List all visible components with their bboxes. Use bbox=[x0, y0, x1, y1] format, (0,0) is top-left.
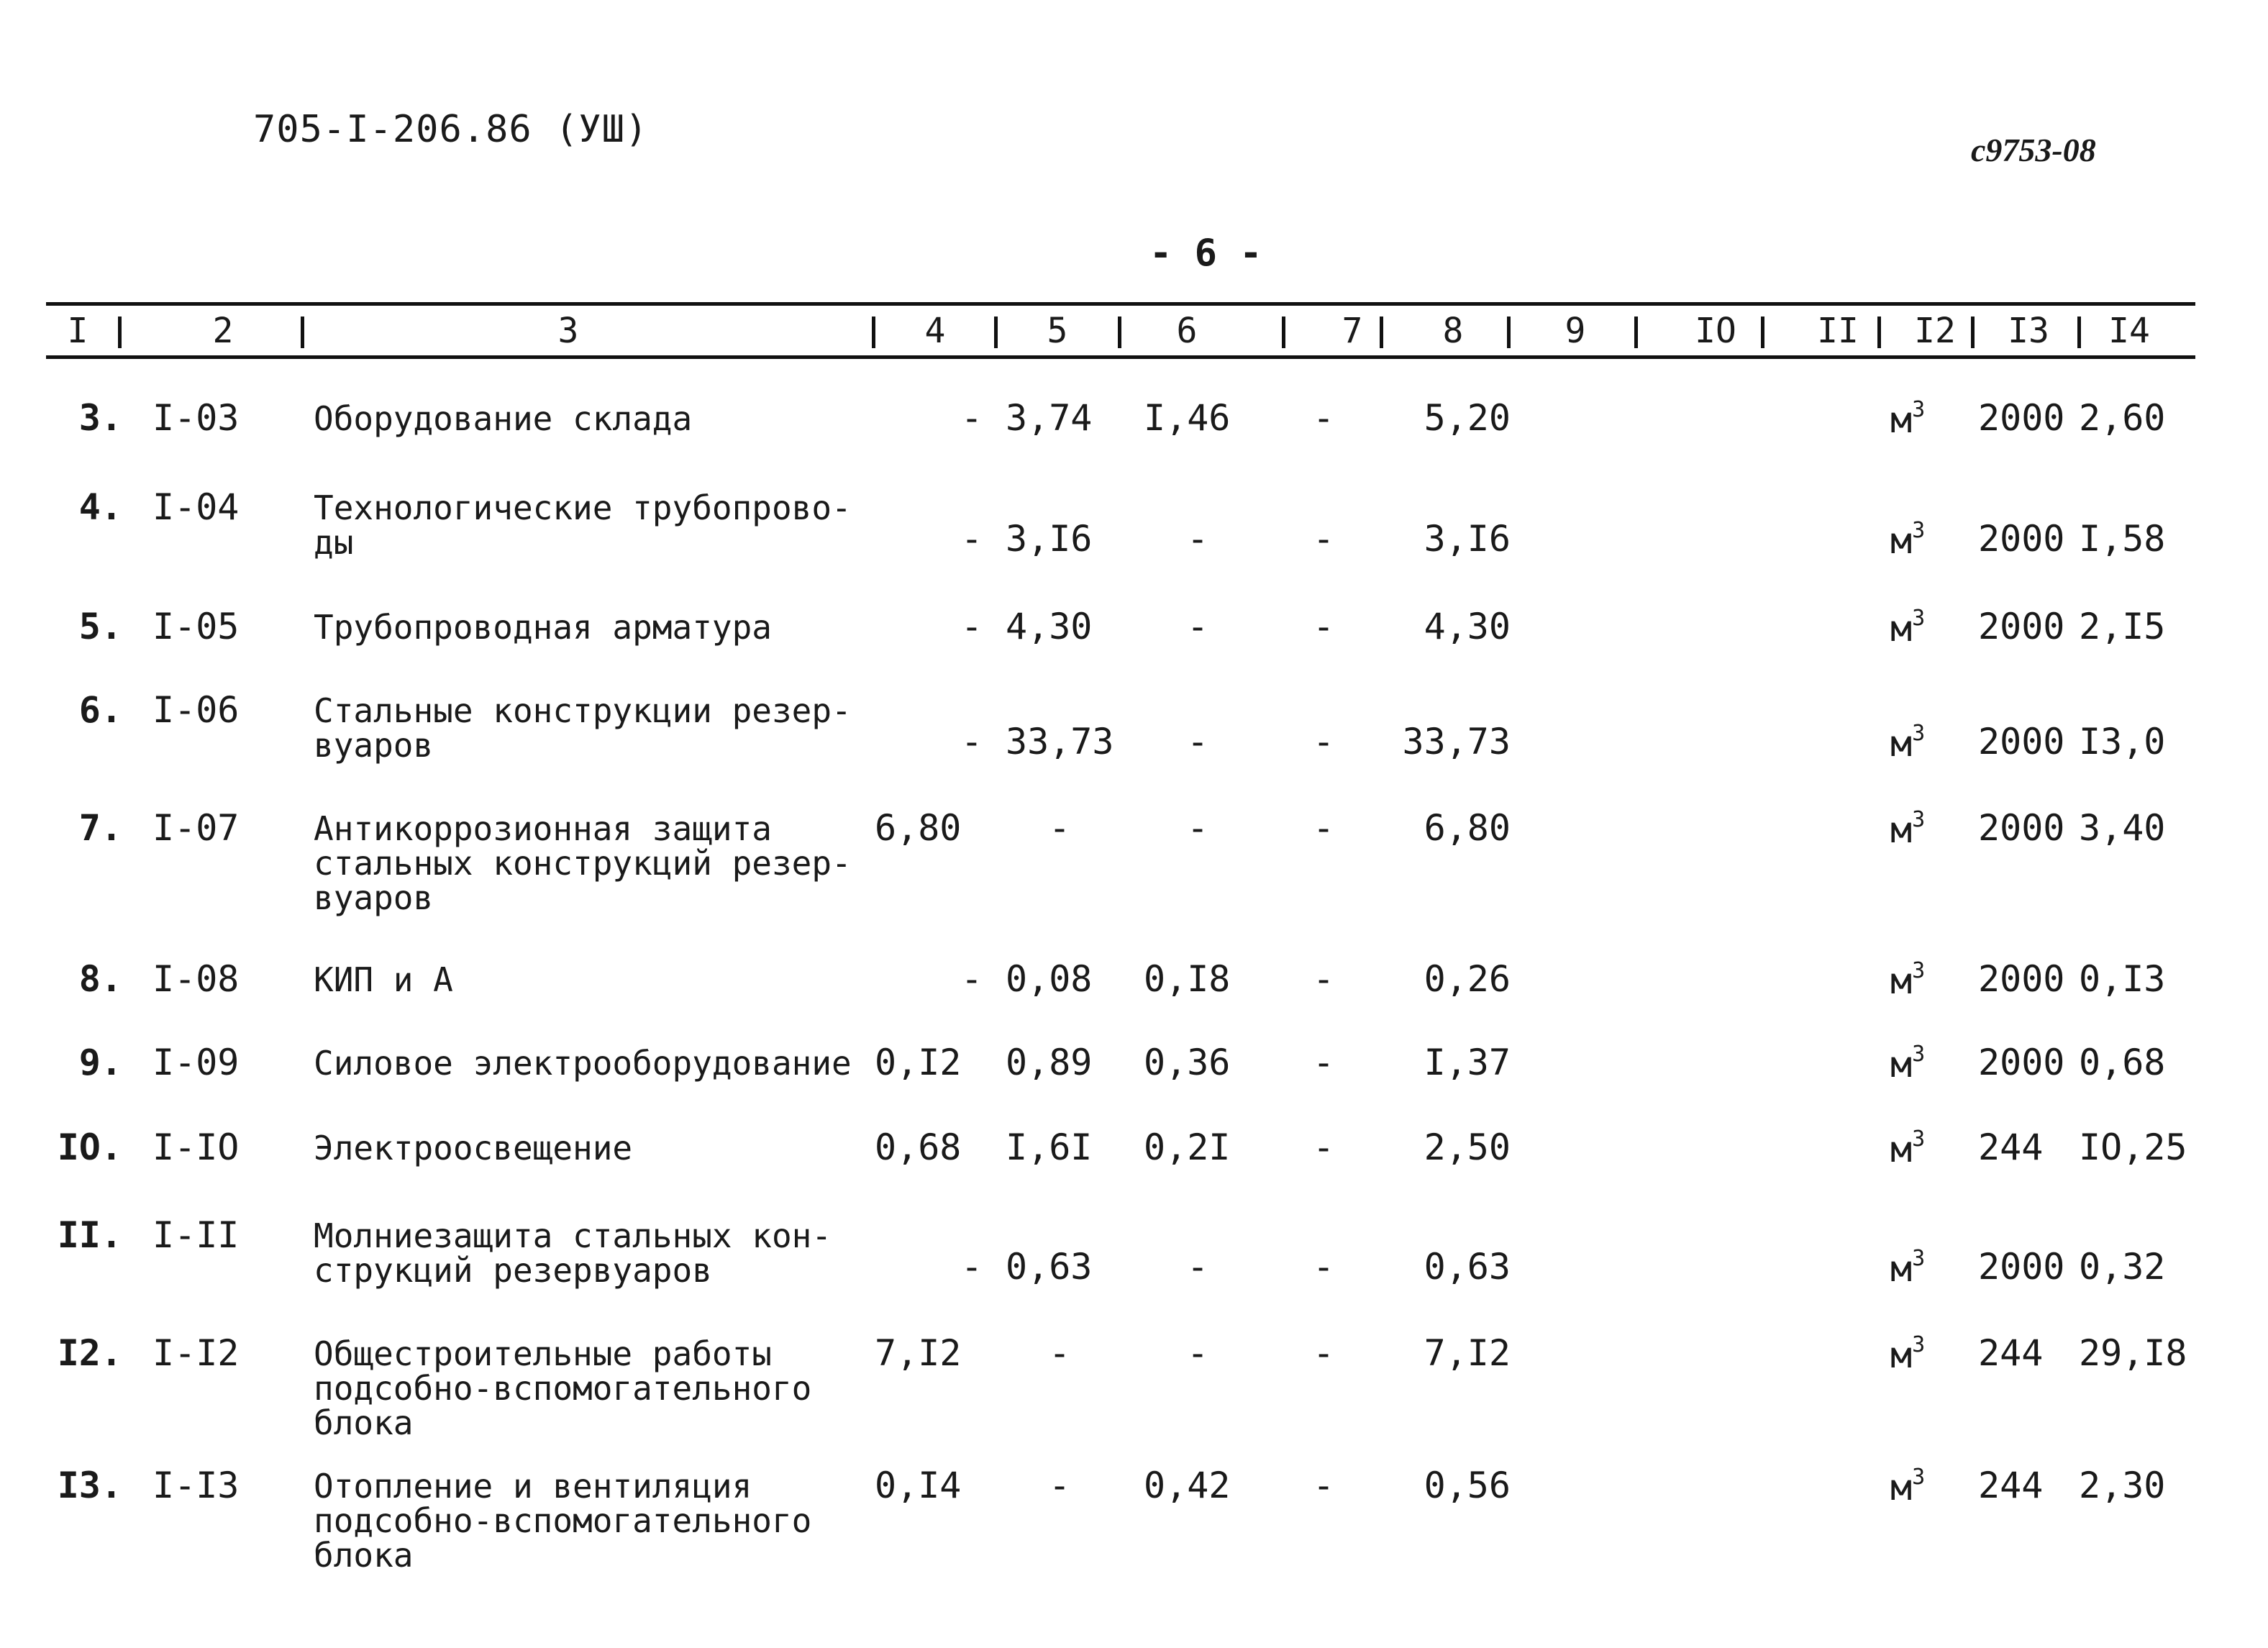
value-col-6: - bbox=[1186, 1246, 1209, 1288]
value-col-4: - bbox=[960, 518, 983, 560]
column-separator bbox=[301, 317, 304, 348]
value-col-13: 2000 bbox=[1978, 518, 2065, 560]
unit-cubic-meter: $м^3$ bbox=[1890, 1332, 1926, 1376]
value-col-5: I,6I bbox=[1006, 1126, 1093, 1168]
value-col-13: 2000 bbox=[1978, 958, 2065, 1000]
row-code: I-II bbox=[152, 1214, 240, 1256]
unit-superscript: 3 bbox=[1912, 1332, 1926, 1357]
column-separator bbox=[994, 317, 998, 348]
value-col-13: 2000 bbox=[1978, 397, 2065, 439]
row-description: Антикоррозионная защита bbox=[314, 809, 772, 848]
row-code: I-07 bbox=[152, 807, 240, 849]
value-col-8: 4,30 bbox=[1424, 606, 1511, 647]
column-separator bbox=[1971, 317, 1975, 348]
value-col-4: - bbox=[960, 606, 983, 647]
row-description: вуаров bbox=[314, 878, 434, 917]
value-col-14: 2,I5 bbox=[2079, 606, 2166, 647]
unit-cubic-meter: $м^3$ bbox=[1890, 958, 1926, 1002]
unit-cubic-meter: $м^3$ bbox=[1890, 1042, 1926, 1085]
column-header-12: I2 bbox=[1914, 311, 1956, 351]
column-separator bbox=[1634, 317, 1638, 348]
column-header-9: 9 bbox=[1565, 311, 1586, 351]
row-number: I3. bbox=[57, 1465, 122, 1506]
value-col-5: 33,73 bbox=[1006, 721, 1114, 762]
value-col-7: - bbox=[1312, 721, 1335, 762]
value-col-6: 0,2I bbox=[1144, 1126, 1231, 1168]
row-number: 8. bbox=[78, 958, 122, 1000]
row-description: КИП и А bbox=[314, 960, 453, 999]
value-col-13: 244 bbox=[1978, 1332, 2044, 1374]
unit-superscript: 3 bbox=[1912, 721, 1926, 746]
column-header-10: IO bbox=[1695, 311, 1736, 351]
value-col-6: 0,I8 bbox=[1144, 958, 1231, 1000]
value-col-8: 5,20 bbox=[1424, 397, 1511, 439]
value-col-8: 0,63 bbox=[1424, 1246, 1511, 1288]
value-col-7: - bbox=[1312, 807, 1335, 849]
value-col-13: 244 bbox=[1978, 1465, 2044, 1506]
value-col-14: 2,30 bbox=[2079, 1465, 2166, 1506]
value-col-4: 6,80 bbox=[875, 807, 962, 849]
unit-cubic-meter: $м^3$ bbox=[1890, 518, 1926, 562]
row-description: стальных конструкций резер- bbox=[314, 844, 852, 883]
unit-cubic-meter: $м^3$ bbox=[1890, 1246, 1926, 1290]
row-description: подсобно-вспомогательного bbox=[314, 1369, 812, 1408]
value-col-4: 0,I4 bbox=[875, 1465, 962, 1506]
value-col-8: 33,73 bbox=[1402, 721, 1511, 762]
row-number: 9. bbox=[78, 1042, 122, 1083]
column-header-14: I4 bbox=[2108, 311, 2150, 351]
unit-cubic-meter: $м^3$ bbox=[1890, 606, 1926, 650]
value-col-4: - bbox=[960, 397, 983, 439]
row-number: 6. bbox=[78, 689, 122, 731]
value-col-13: 2000 bbox=[1978, 1042, 2065, 1083]
row-number: 3. bbox=[78, 397, 122, 439]
column-header-3: 3 bbox=[557, 311, 579, 351]
column-separator bbox=[1877, 317, 1881, 348]
value-col-14: I,58 bbox=[2079, 518, 2166, 560]
row-code: I-03 bbox=[152, 397, 240, 439]
unit-cubic-meter: $м^3$ bbox=[1890, 721, 1926, 765]
table-header-rule bbox=[46, 355, 2195, 359]
row-code: I-I2 bbox=[152, 1332, 240, 1374]
column-header-5: 5 bbox=[1047, 311, 1068, 351]
column-header-6: 6 bbox=[1176, 311, 1198, 351]
row-description: блока bbox=[314, 1536, 414, 1575]
value-col-8: 2,50 bbox=[1424, 1126, 1511, 1168]
value-col-8: 3,I6 bbox=[1424, 518, 1511, 560]
column-header-13: I3 bbox=[2008, 311, 2049, 351]
value-col-6: - bbox=[1186, 518, 1209, 560]
row-description: подсобно-вспомогательного bbox=[314, 1501, 812, 1540]
value-col-13: 244 bbox=[1978, 1126, 2044, 1168]
value-col-6: - bbox=[1186, 1332, 1209, 1374]
value-col-6: - bbox=[1186, 807, 1209, 849]
value-col-7: - bbox=[1312, 1126, 1335, 1168]
column-header-4: 4 bbox=[924, 311, 946, 351]
value-col-6: 0,42 bbox=[1144, 1465, 1231, 1506]
value-col-14: 29,I8 bbox=[2079, 1332, 2187, 1374]
value-col-4: 7,I2 bbox=[875, 1332, 962, 1374]
row-code: I-09 bbox=[152, 1042, 240, 1083]
value-col-4: 0,68 bbox=[875, 1126, 962, 1168]
column-header-8: 8 bbox=[1442, 311, 1464, 351]
unit-superscript: 3 bbox=[1912, 807, 1926, 832]
value-col-7: - bbox=[1312, 397, 1335, 439]
row-description: струкций резервуаров bbox=[314, 1251, 712, 1290]
value-col-5: 0,63 bbox=[1006, 1246, 1093, 1288]
value-col-13: 2000 bbox=[1978, 721, 2065, 762]
value-col-7: - bbox=[1312, 1246, 1335, 1288]
row-number: 5. bbox=[78, 606, 122, 647]
unit-superscript: 3 bbox=[1912, 1465, 1926, 1490]
value-col-7: - bbox=[1312, 1332, 1335, 1374]
unit-cubic-meter: $м^3$ bbox=[1890, 1465, 1926, 1508]
row-description: ды bbox=[314, 523, 354, 562]
value-col-8: 6,80 bbox=[1424, 807, 1511, 849]
value-col-4: - bbox=[960, 1246, 983, 1288]
row-description: Общестроительные работы bbox=[314, 1334, 772, 1373]
value-col-14: 0,I3 bbox=[2079, 958, 2166, 1000]
row-description: Технологические трубопрово- bbox=[314, 488, 852, 527]
row-code: I-IO bbox=[152, 1126, 240, 1168]
column-separator bbox=[1380, 317, 1383, 348]
value-col-8: I,37 bbox=[1424, 1042, 1511, 1083]
unit-cubic-meter: $м^3$ bbox=[1890, 1126, 1926, 1170]
value-col-7: - bbox=[1312, 958, 1335, 1000]
unit-superscript: 3 bbox=[1912, 1042, 1926, 1067]
row-code: I-06 bbox=[152, 689, 240, 731]
value-col-5: 3,I6 bbox=[1006, 518, 1093, 560]
row-number: I2. bbox=[57, 1332, 122, 1374]
row-description: Трубопроводная арматура bbox=[314, 608, 772, 647]
page-number: - 6 - bbox=[1149, 232, 1262, 275]
row-number: 7. bbox=[78, 807, 122, 849]
archive-stamp: с9753-08 bbox=[1971, 132, 2096, 168]
value-col-13: 2000 bbox=[1978, 807, 2065, 849]
row-number: IO. bbox=[57, 1126, 122, 1168]
value-col-8: 0,56 bbox=[1424, 1465, 1511, 1506]
unit-cubic-meter: $м^3$ bbox=[1890, 397, 1926, 441]
document-code: 705-I-206.86 (УШ) bbox=[253, 108, 649, 151]
unit-superscript: 3 bbox=[1912, 958, 1926, 983]
row-description: Молниезащита стальных кон- bbox=[314, 1216, 832, 1255]
column-separator bbox=[2077, 317, 2081, 348]
column-header-11: II bbox=[1817, 311, 1859, 351]
row-description: блока bbox=[314, 1403, 414, 1442]
value-col-14: 0,32 bbox=[2079, 1246, 2166, 1288]
row-description: вуаров bbox=[314, 726, 434, 765]
value-col-5: 4,30 bbox=[1006, 606, 1093, 647]
value-col-6: 0,36 bbox=[1144, 1042, 1231, 1083]
value-col-14: I3,0 bbox=[2079, 721, 2166, 762]
value-col-5: - bbox=[1048, 807, 1071, 849]
value-col-7: - bbox=[1312, 606, 1335, 647]
value-col-6: - bbox=[1186, 721, 1209, 762]
unit-superscript: 3 bbox=[1912, 606, 1926, 631]
column-header-1: I bbox=[67, 311, 88, 351]
row-code: I-04 bbox=[152, 486, 240, 528]
value-col-5: - bbox=[1048, 1332, 1071, 1374]
value-col-6: I,46 bbox=[1144, 397, 1231, 439]
column-header-7: 7 bbox=[1342, 311, 1363, 351]
column-separator bbox=[1282, 317, 1285, 348]
value-col-14: IO,25 bbox=[2079, 1126, 2187, 1168]
value-col-5: - bbox=[1048, 1465, 1071, 1506]
row-code: I-05 bbox=[152, 606, 240, 647]
value-col-8: 7,I2 bbox=[1424, 1332, 1511, 1374]
row-description: Электроосвещение bbox=[314, 1129, 633, 1167]
value-col-6: - bbox=[1186, 606, 1209, 647]
value-col-4: 0,I2 bbox=[875, 1042, 962, 1083]
unit-superscript: 3 bbox=[1912, 1126, 1926, 1152]
row-code: I-I3 bbox=[152, 1465, 240, 1506]
unit-cubic-meter: $м^3$ bbox=[1890, 807, 1926, 851]
value-col-13: 2000 bbox=[1978, 1246, 2065, 1288]
row-number: 4. bbox=[78, 486, 122, 528]
value-col-7: - bbox=[1312, 518, 1335, 560]
value-col-5: 0,08 bbox=[1006, 958, 1093, 1000]
value-col-7: - bbox=[1312, 1465, 1335, 1506]
column-separator bbox=[1761, 317, 1764, 348]
row-description: Оборудование склада bbox=[314, 399, 693, 438]
value-col-4: - bbox=[960, 721, 983, 762]
unit-superscript: 3 bbox=[1912, 1246, 1926, 1271]
row-code: I-08 bbox=[152, 958, 240, 1000]
value-col-7: - bbox=[1312, 1042, 1335, 1083]
value-col-5: 3,74 bbox=[1006, 397, 1093, 439]
value-col-8: 0,26 bbox=[1424, 958, 1511, 1000]
row-number: II. bbox=[57, 1214, 122, 1256]
column-separator bbox=[1118, 317, 1121, 348]
column-separator bbox=[118, 317, 122, 348]
value-col-14: 3,40 bbox=[2079, 807, 2166, 849]
value-col-14: 0,68 bbox=[2079, 1042, 2166, 1083]
column-separator bbox=[1507, 317, 1511, 348]
value-col-5: 0,89 bbox=[1006, 1042, 1093, 1083]
row-description: Стальные конструкции резер- bbox=[314, 691, 852, 730]
table-top-rule bbox=[46, 302, 2195, 306]
value-col-13: 2000 bbox=[1978, 606, 2065, 647]
unit-superscript: 3 bbox=[1912, 518, 1926, 543]
value-col-4: - bbox=[960, 958, 983, 1000]
unit-superscript: 3 bbox=[1912, 397, 1926, 422]
row-description: Силовое электрооборудование bbox=[314, 1044, 852, 1083]
column-header-2: 2 bbox=[212, 311, 234, 351]
value-col-14: 2,60 bbox=[2079, 397, 2166, 439]
column-separator bbox=[872, 317, 875, 348]
row-description: Отопление и вентиляция bbox=[314, 1467, 752, 1506]
